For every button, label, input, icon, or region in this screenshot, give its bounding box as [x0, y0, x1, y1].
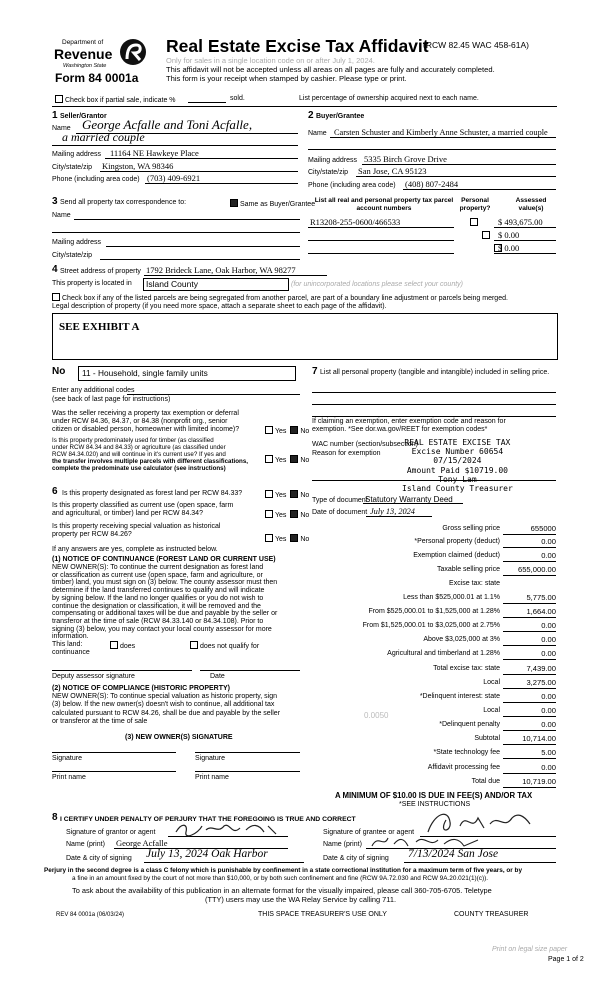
county-hint: (for unincorporated locations please select your county) — [291, 281, 463, 288]
section-3-number: 3 — [52, 196, 58, 207]
assessed-value-3[interactable]: $ 0.00 — [498, 243, 520, 253]
tax-row-label: Local — [483, 679, 500, 686]
tax-row-value[interactable]: 0.00 — [541, 720, 556, 729]
notice2-line: (3) below. If the new owner(s) doesn't wish to continue, all additional tax — [52, 701, 275, 709]
forest-question: Is this property designated as forest land per RCW 84.33? — [62, 490, 243, 497]
agency-name: Revenue — [54, 46, 113, 62]
historic-question-2: property per RCW 84.26? — [52, 531, 132, 538]
same-as-buyer-checkbox[interactable] — [230, 199, 238, 207]
owner-print-name-2: Print name — [195, 774, 229, 781]
legal-description-box[interactable] — [52, 313, 558, 360]
buyer-name-label: Name — [308, 130, 327, 137]
located-in-label: This property is located in — [52, 280, 132, 287]
form-number: Form 84 0001a — [55, 71, 139, 85]
tax-row-label: *State technology fee — [433, 749, 500, 756]
dor-logo-icon — [118, 37, 148, 67]
wac-number-label: WAC number (section/subsection) — [312, 441, 418, 448]
tax-row-value[interactable]: 5.00 — [541, 748, 556, 757]
agency-state: Washington State — [63, 63, 107, 69]
legal-paper-note: Print on legal size paper — [492, 946, 568, 953]
county-treasurer-label: COUNTY TREASURER — [454, 911, 529, 918]
grantor-signature[interactable] — [172, 820, 282, 838]
seller-mailing-label: Mailing address — [52, 151, 102, 158]
personal-property-checkbox-2[interactable] — [482, 231, 490, 239]
section-2-number: 2 — [308, 110, 314, 121]
grantee-name-label: Name (print) — [323, 841, 362, 848]
timber-question-5: complete the predominate use calculator (see instructions) — [52, 465, 226, 472]
timber-yes-checkbox[interactable] — [265, 455, 273, 463]
stamp-line: REAL ESTATE EXCISE TAX — [404, 438, 511, 447]
notice1-line: NEW OWNER(S): To continue the current designation as forest land — [52, 564, 264, 571]
segregated-row[interactable]: Check box if any of the listed parcels are being segregated from another parcel, are part of a boundary line adjustment or parcels being merged. — [52, 293, 508, 303]
current-use-yes-checkbox[interactable] — [265, 510, 273, 518]
local-rate[interactable]: 0.0050 — [364, 711, 389, 720]
section-5-number: No — [52, 366, 66, 377]
doc-date-value[interactable]: July 13, 2024 — [370, 507, 415, 516]
tax-row-label: Total excise tax: state — [433, 665, 500, 672]
assessed-value-2[interactable]: $ 0.00 — [498, 230, 520, 240]
seller-mailing-value[interactable]: 11164 NE Hawkeye Place — [110, 148, 199, 158]
notice1-line: information. — [52, 633, 89, 641]
notice1-line: compensating or additional taxes will be due and payable by the seller or — [52, 610, 278, 618]
tax-row-label: Less than $525,000.01 at 1.1% — [403, 594, 500, 601]
grantee-date-city-value[interactable]: 7/13/2024 San Jose — [408, 848, 499, 860]
tax-row-value[interactable]: 10,714.00 — [522, 734, 556, 743]
historic-question-1: Is this property receiving special valuation as historical — [52, 523, 221, 530]
notice1-line: signing (3) below, you may contact your local county assessor for more — [52, 625, 272, 633]
tax-row-label: Excise tax: state — [449, 580, 500, 587]
timber-question-3: RCW 84.34.020) and will continue in it's current use? If yes and — [52, 451, 226, 458]
historic-no-checkbox[interactable] — [290, 534, 298, 542]
timber-question-2: under RCW 84.34 and 84.33) or agriculture (as classified under — [52, 444, 226, 451]
revision-code: REV 84 0001a (06/03/24) — [56, 912, 125, 918]
notice-compliance-title: (2) NOTICE OF COMPLIANCE (HISTORIC PROPERTY) — [52, 685, 230, 692]
buyer-city-value[interactable]: San Jose, CA 95123 — [358, 166, 427, 176]
tax-row-label: *Personal property (deduct) — [414, 538, 500, 545]
treasurer-stamp — [402, 438, 513, 493]
exemption-yes-checkbox[interactable] — [265, 426, 273, 434]
alternate-format-note-1: To ask about the availability of this publication in an alternate format for the visually impaired, please call 360-705-6705. Teletype — [72, 886, 492, 895]
tax-row-value[interactable]: 3,275.00 — [526, 678, 556, 687]
buyer-city-label: City/state/zip — [308, 169, 349, 176]
exemption-question-3: citizen or disabled person, homeowner with limited income)? — [52, 426, 240, 433]
tax-row-value[interactable]: 0.00 — [541, 649, 556, 658]
notice1-line: or classification as current use (open space, farm and agriculture, or — [52, 571, 263, 579]
tax-row-label: *Delinquent penalty — [439, 721, 500, 728]
timber-question-4: the transfer involves multiple parcels with different classifications, — [52, 458, 248, 465]
continuance-label: continuance — [52, 649, 90, 656]
stamp-line: Island County Treasurer — [402, 483, 513, 493]
exemption-question-1: Was the seller receiving a property tax exemption or deferral — [52, 410, 239, 417]
perjury-note-1: Perjury in the second degree is a class C felony which is punishable by confinement in a state correctional institution for a maximum term of five years, or by — [44, 867, 523, 874]
perjury-note-2: a fine in an amount fixed by the court of not more than $10,000, or by both such confinement and fine (RCW 9A.72.030 and RCW 9A.20.021(1)(c)). — [72, 875, 488, 882]
deputy-date-label: Date — [210, 673, 225, 680]
tax-row-label: Gross selling price — [442, 525, 500, 532]
grantee-date-city-label: Date & city of signing — [323, 855, 389, 862]
tax-row-label: Above $3,025,000 at 3% — [423, 636, 500, 643]
partial-sale-sold: sold. — [230, 95, 245, 102]
seller-name-label: Name — [52, 125, 71, 132]
does-option[interactable]: does — [110, 641, 135, 651]
seller-phone-label: Phone (including area code) — [52, 176, 140, 183]
grantor-name-value[interactable]: George Acfalle — [116, 838, 168, 848]
county-select[interactable] — [143, 278, 289, 291]
tax-row-value[interactable]: 7,439.00 — [526, 664, 556, 673]
new-owner-signature-title: (3) NEW OWNER(S) SIGNATURE — [125, 734, 233, 741]
owner-signature-label-2: Signature — [195, 755, 225, 762]
section3-city-label: City/state/zip — [52, 252, 93, 259]
grantor-signature-label: Signature of grantor or agent — [66, 829, 156, 836]
section-8-number: 8 — [52, 812, 58, 823]
form-rcw: (RCW 82.45 WAC 458-61A) — [423, 40, 529, 50]
doc-date-label: Date of document — [312, 509, 368, 516]
segregated-checkbox[interactable] — [52, 293, 60, 301]
receipt-note: This form is your receipt when stamped by cashier. Please type or print. — [166, 74, 407, 83]
tax-row-value[interactable]: 10,719.00 — [522, 777, 556, 786]
notice1-line: transferor at the time of sale (RCW 84.33.140 or 84.34.108). Prior to — [52, 617, 264, 625]
notice-continuance-title: (1) NOTICE OF CONTINUANCE (FOREST LAND OR CURRENT USE) — [52, 556, 276, 563]
forest-yes-no[interactable]: Yes No — [265, 490, 309, 500]
doc-type-value[interactable]: Statutory Warranty Deed — [365, 495, 453, 504]
tax-row-label: Exemption claimed (deduct) — [413, 552, 500, 559]
tax-row-value[interactable]: 655000 — [530, 524, 556, 533]
additional-codes-label: Enter any additional codes — [52, 387, 135, 394]
notice2-line: or transferor at the time of sale — [52, 718, 148, 726]
doc-type-label: Type of document — [312, 497, 368, 504]
tax-row-value[interactable]: 0.00 — [541, 621, 556, 630]
seller-city-label: City/state/zip — [52, 164, 93, 171]
stamp-line: Excise Number 60654 — [411, 447, 504, 457]
notice1-line: determine if the land transferred continues to qualify and will indicate — [52, 587, 265, 595]
street-address-label: Street address of property — [60, 268, 141, 275]
section-6-number: 6 — [52, 486, 58, 497]
tax-row-label: Affidavit processing fee — [427, 764, 500, 771]
tax-row-label: Local — [483, 707, 500, 714]
does-not-option[interactable]: does not qualify for — [190, 641, 259, 651]
form-title: Real Estate Excise Tax Affidavit — [166, 36, 429, 56]
ownership-note: List percentage of ownership acquired next to each name. — [299, 95, 479, 102]
parcels-column-header: List all real and personal property tax parcel account numbers — [314, 197, 454, 212]
this-land-label: This land: — [52, 641, 83, 648]
grantee-signature-label: Signature of grantee or agent — [323, 829, 415, 836]
legal-description-label: Legal description of property (if you need more space, attach a separate sheet to each page of the affidavit). — [52, 303, 387, 310]
buyer-heading: Buyer/Grantee — [316, 113, 365, 120]
tax-row-value[interactable]: 0.00 — [541, 706, 556, 715]
buyer-mailing-label: Mailing address — [308, 157, 358, 164]
tax-row-value[interactable]: 0.00 — [541, 692, 556, 701]
tax-row-label: Taxable selling price — [436, 566, 500, 573]
notice2-line: NEW OWNER(S): To continue special valuation as historic property, sign — [52, 693, 277, 700]
use-code-value: 11 - Household, single family units — [82, 368, 208, 378]
section-7-number: 7 — [312, 366, 318, 377]
assessed-value-header: Assessed value(s) — [515, 197, 547, 212]
minimum-due-note: A MINIMUM OF $10.00 IS DUE IN FEE(S) AND/OR TAX — [335, 791, 533, 800]
timber-no-checkbox[interactable] — [290, 455, 298, 463]
section-4-number: 4 — [52, 264, 58, 275]
partial-sale-row: Check box if partial sale, indicate % — [55, 95, 176, 105]
agency-top: Department of — [62, 39, 104, 46]
section-1-number: 1 — [52, 110, 58, 121]
notice1-line: timber) land, you must sign on (3) below. The county assessor must then — [52, 579, 278, 587]
tax-row-value[interactable]: 1,664.00 — [526, 607, 556, 616]
tax-row-label: Agricultural and timberland at 1.28% — [387, 650, 500, 657]
use-code-select[interactable] — [78, 366, 296, 381]
does-checkbox[interactable] — [110, 641, 118, 649]
buyer-phone-label: Phone (including area code) — [308, 182, 396, 189]
tax-row-value[interactable]: 0.00 — [541, 635, 556, 644]
page-number: Page 1 of 2 — [548, 956, 584, 963]
buyer-name-value[interactable]: Carsten Schuster and Kimberly Anne Schuster, a married couple — [334, 128, 548, 137]
single-location-note: Only for sales in a single location code on or after July 1, 2024. — [166, 56, 375, 65]
if-yes-instruction: If any answers are yes, complete as instructed below. — [52, 546, 218, 553]
timber-yes-no[interactable]: Yes No — [265, 455, 309, 465]
correspondence-label: Send all property tax correspondence to: — [60, 199, 187, 206]
tax-row-label: From $525,000.01 to $1,525,000 at 1.28% — [368, 608, 500, 615]
treasurer-space-note: THIS SPACE TREASURER'S USE ONLY — [258, 911, 387, 918]
seller-name-value-2[interactable]: a married couple — [62, 130, 145, 144]
exemption-question-2: under RCW 84.36, 84.37, or 84.38 (nonprofit org., senior — [52, 418, 228, 425]
section3-mailing-label: Mailing address — [52, 239, 102, 246]
see-instructions: *SEE INSTRUCTIONS — [399, 801, 471, 808]
does-not-checkbox[interactable] — [190, 641, 198, 649]
tax-row-value[interactable]: 5,775.00 — [526, 593, 556, 602]
exemption-instruction-2: exemption. *See dor.wa.gov/REET for exemption codes* — [312, 426, 488, 433]
tax-row-label: From $1,525,000.01 to $3,025,000 at 2.75% — [362, 622, 500, 629]
tax-row-label: Subtotal — [474, 735, 500, 742]
timber-question-1: Is this property predominately used for timber (as classified — [52, 437, 214, 444]
historic-yes-checkbox[interactable] — [265, 534, 273, 542]
deputy-signature-label: Deputy assessor signature — [52, 673, 135, 680]
additional-codes-note: (see back of last page for instructions) — [52, 396, 171, 403]
reason-label: Reason for exemption — [312, 450, 381, 457]
owner-signature-label-1: Signature — [52, 755, 82, 762]
tax-row-value[interactable]: 655,000.00 — [517, 565, 556, 574]
tax-row-value[interactable]: 0.00 — [541, 551, 556, 560]
parcel-number-1[interactable]: R13208-255-0600/466533 — [310, 217, 401, 227]
grantor-date-city-value[interactable]: July 13, 2024 Oak Harbor — [146, 848, 268, 860]
tax-row-label: *Delinquent interest: state — [419, 693, 500, 700]
seller-city-value[interactable]: Kingston, WA 98346 — [102, 161, 174, 171]
forest-yes-checkbox[interactable] — [265, 490, 273, 498]
buyer-mailing-value[interactable]: 5335 Birch Grove Drive — [364, 154, 447, 164]
tax-row-value[interactable]: 0.00 — [541, 763, 556, 772]
certify-statement: I CERTIFY UNDER PENALTY OF PERJURY THAT THE FOREGOING IS TRUE AND CORRECT — [60, 816, 356, 823]
assessed-value-1[interactable]: $ 493,675.00 — [498, 217, 543, 227]
personal-property-checkbox-1[interactable] — [470, 218, 478, 226]
stamp-line: 07/15/2024 — [433, 456, 482, 466]
owner-print-name-1: Print name — [52, 774, 86, 781]
grantor-date-city-label: Date & city of signing — [66, 855, 132, 862]
legal-description-value: SEE EXHIBIT A — [59, 321, 140, 333]
tax-row-label: Total due — [471, 778, 500, 785]
county-select-value: Island County — [146, 279, 198, 289]
notice2-line: calculated pursuant to RCW 84.26, shall be due and payable by the seller — [52, 709, 281, 717]
current-use-question-2: and agricultural, or timber) land per RCW 84.34? — [52, 510, 203, 517]
exemption-yes-no[interactable]: Yes No — [265, 426, 309, 436]
seller-heading: Seller/Grantor — [60, 113, 107, 120]
current-use-yes-no[interactable]: Yes No — [265, 510, 309, 520]
stamp-line: Amount Paid $10719.00 — [406, 465, 508, 475]
notice1-line: continue the designation or classification, it will be removed and the — [52, 602, 261, 610]
stamp-line: Tony Lam — [438, 474, 477, 484]
seller-name-value[interactable]: George Acfalle and Toni Acfalle, — [82, 117, 253, 132]
acceptance-note: This affidavit will not be accepted unless all areas on all pages are fully and accurately completed. — [166, 65, 495, 74]
forest-no-checkbox[interactable] — [290, 490, 298, 498]
street-address-value[interactable]: 1792 Brideck Lane, Oak Harbor, WA 98277 — [146, 265, 296, 275]
personal-property-header: Personal property? — [459, 197, 491, 212]
grantor-name-label: Name (print) — [66, 841, 105, 848]
partial-sale-checkbox[interactable] — [55, 95, 63, 103]
current-use-question-1: Is this property classified as current use (open space, farm — [52, 502, 234, 509]
section3-name-label: Name — [52, 212, 71, 219]
same-as-buyer[interactable]: Same as Buyer/Grantee — [230, 199, 315, 209]
alternate-format-note-2: (TTY) users may use the WA Relay Service by calling 711. — [205, 895, 396, 904]
buyer-phone-value[interactable]: (408) 807-2484 — [405, 179, 459, 189]
seller-phone-value[interactable]: (703) 409-6921 — [147, 173, 201, 183]
notice1-line: by signing below. If the land no longer qualifies or you do not wish to — [52, 594, 264, 602]
current-use-no-checkbox[interactable] — [290, 510, 298, 518]
exemption-no-checkbox[interactable] — [290, 426, 298, 434]
personal-property-label: List all personal property (tangible and intangible) included in selling price. — [320, 369, 550, 376]
exemption-instruction-1: If claiming an exemption, enter exemption code and reason for — [312, 418, 506, 425]
historic-yes-no[interactable]: Yes No — [265, 534, 309, 544]
tax-row-value[interactable]: 0.00 — [541, 537, 556, 546]
